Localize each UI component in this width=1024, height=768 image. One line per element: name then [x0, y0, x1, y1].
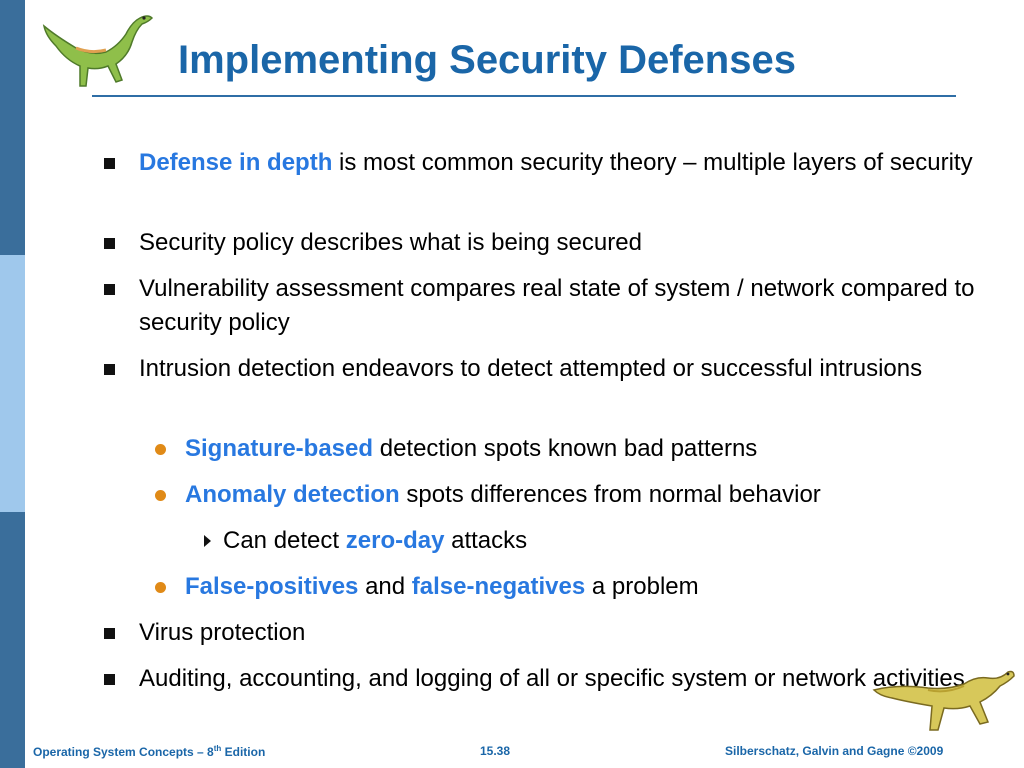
- text-run: Virus protection: [139, 619, 306, 646]
- text-run: Vulnerability assessment compares real state of system / network compared to security policy: [139, 275, 975, 336]
- text-run: Intrusion detection endeavors to detect attempted or successful intrusions: [139, 355, 923, 382]
- list-item: [139, 146, 1009, 180]
- title-divider: [92, 95, 956, 97]
- list-item-text: [139, 616, 1009, 650]
- list-item-text: [185, 570, 1005, 604]
- highlighted-term: zero-day: [345, 527, 445, 554]
- text-run: Auditing, accounting, and logging of all or specific system or network activities: [139, 665, 965, 692]
- footer-book-title: Operating System Concepts – 8th Edition: [33, 744, 266, 759]
- text-run: attacks: [444, 527, 528, 554]
- list-item-text: [139, 146, 1009, 180]
- list-item: [139, 352, 1009, 386]
- list-item: [139, 616, 1009, 650]
- highlighted-term: False-positives: [185, 573, 359, 600]
- text-run: detection spots known bad patterns: [373, 435, 758, 462]
- triangle-bullet-icon: [204, 535, 211, 547]
- highlighted-term: Signature-based: [185, 435, 374, 462]
- list-item: [223, 524, 1003, 558]
- list-item-text: [185, 432, 1005, 466]
- highlighted-term: Anomaly detection: [185, 481, 400, 508]
- text-run: is most common security theory – multiple layers of security: [332, 149, 973, 176]
- square-bullet-icon: [104, 158, 115, 169]
- square-bullet-icon: [104, 364, 115, 375]
- text-run: Security policy describes what is being secured: [139, 229, 642, 256]
- list-item-text: [139, 352, 1009, 386]
- highlighted-term: false-negatives: [411, 573, 586, 600]
- dinosaur-logo-icon: [36, 6, 156, 96]
- sidebar-stripe-middle: [0, 255, 25, 512]
- list-item: [185, 570, 1005, 604]
- list-item-text: [185, 478, 1005, 512]
- dinosaur-logo-icon: [868, 660, 1018, 740]
- list-item: [139, 272, 1009, 340]
- list-item-text: [223, 524, 1003, 558]
- sidebar-stripe-top: [0, 0, 25, 255]
- list-item-text: [139, 226, 1009, 260]
- footer-page-number: 15.38: [480, 744, 511, 758]
- text-run: and: [358, 573, 412, 600]
- circle-bullet-icon: [155, 582, 166, 593]
- circle-bullet-icon: [155, 490, 166, 501]
- footer-copyright: Silberschatz, Galvin and Gagne ©2009: [725, 744, 944, 758]
- list-item: [185, 432, 1005, 466]
- square-bullet-icon: [104, 628, 115, 639]
- list-item: [185, 478, 1005, 512]
- circle-bullet-icon: [155, 444, 166, 455]
- highlighted-term: Defense in depth: [139, 149, 333, 176]
- square-bullet-icon: [104, 674, 115, 685]
- text-run: a problem: [585, 573, 699, 600]
- square-bullet-icon: [104, 284, 115, 295]
- square-bullet-icon: [104, 238, 115, 249]
- text-run: spots differences from normal behavior: [399, 481, 821, 508]
- list-item-text: [139, 272, 1009, 340]
- slide-title: Implementing Security Defenses: [178, 38, 796, 82]
- sidebar-stripe-bottom: [0, 512, 25, 768]
- text-run: Can detect: [223, 527, 346, 554]
- list-item: [139, 226, 1009, 260]
